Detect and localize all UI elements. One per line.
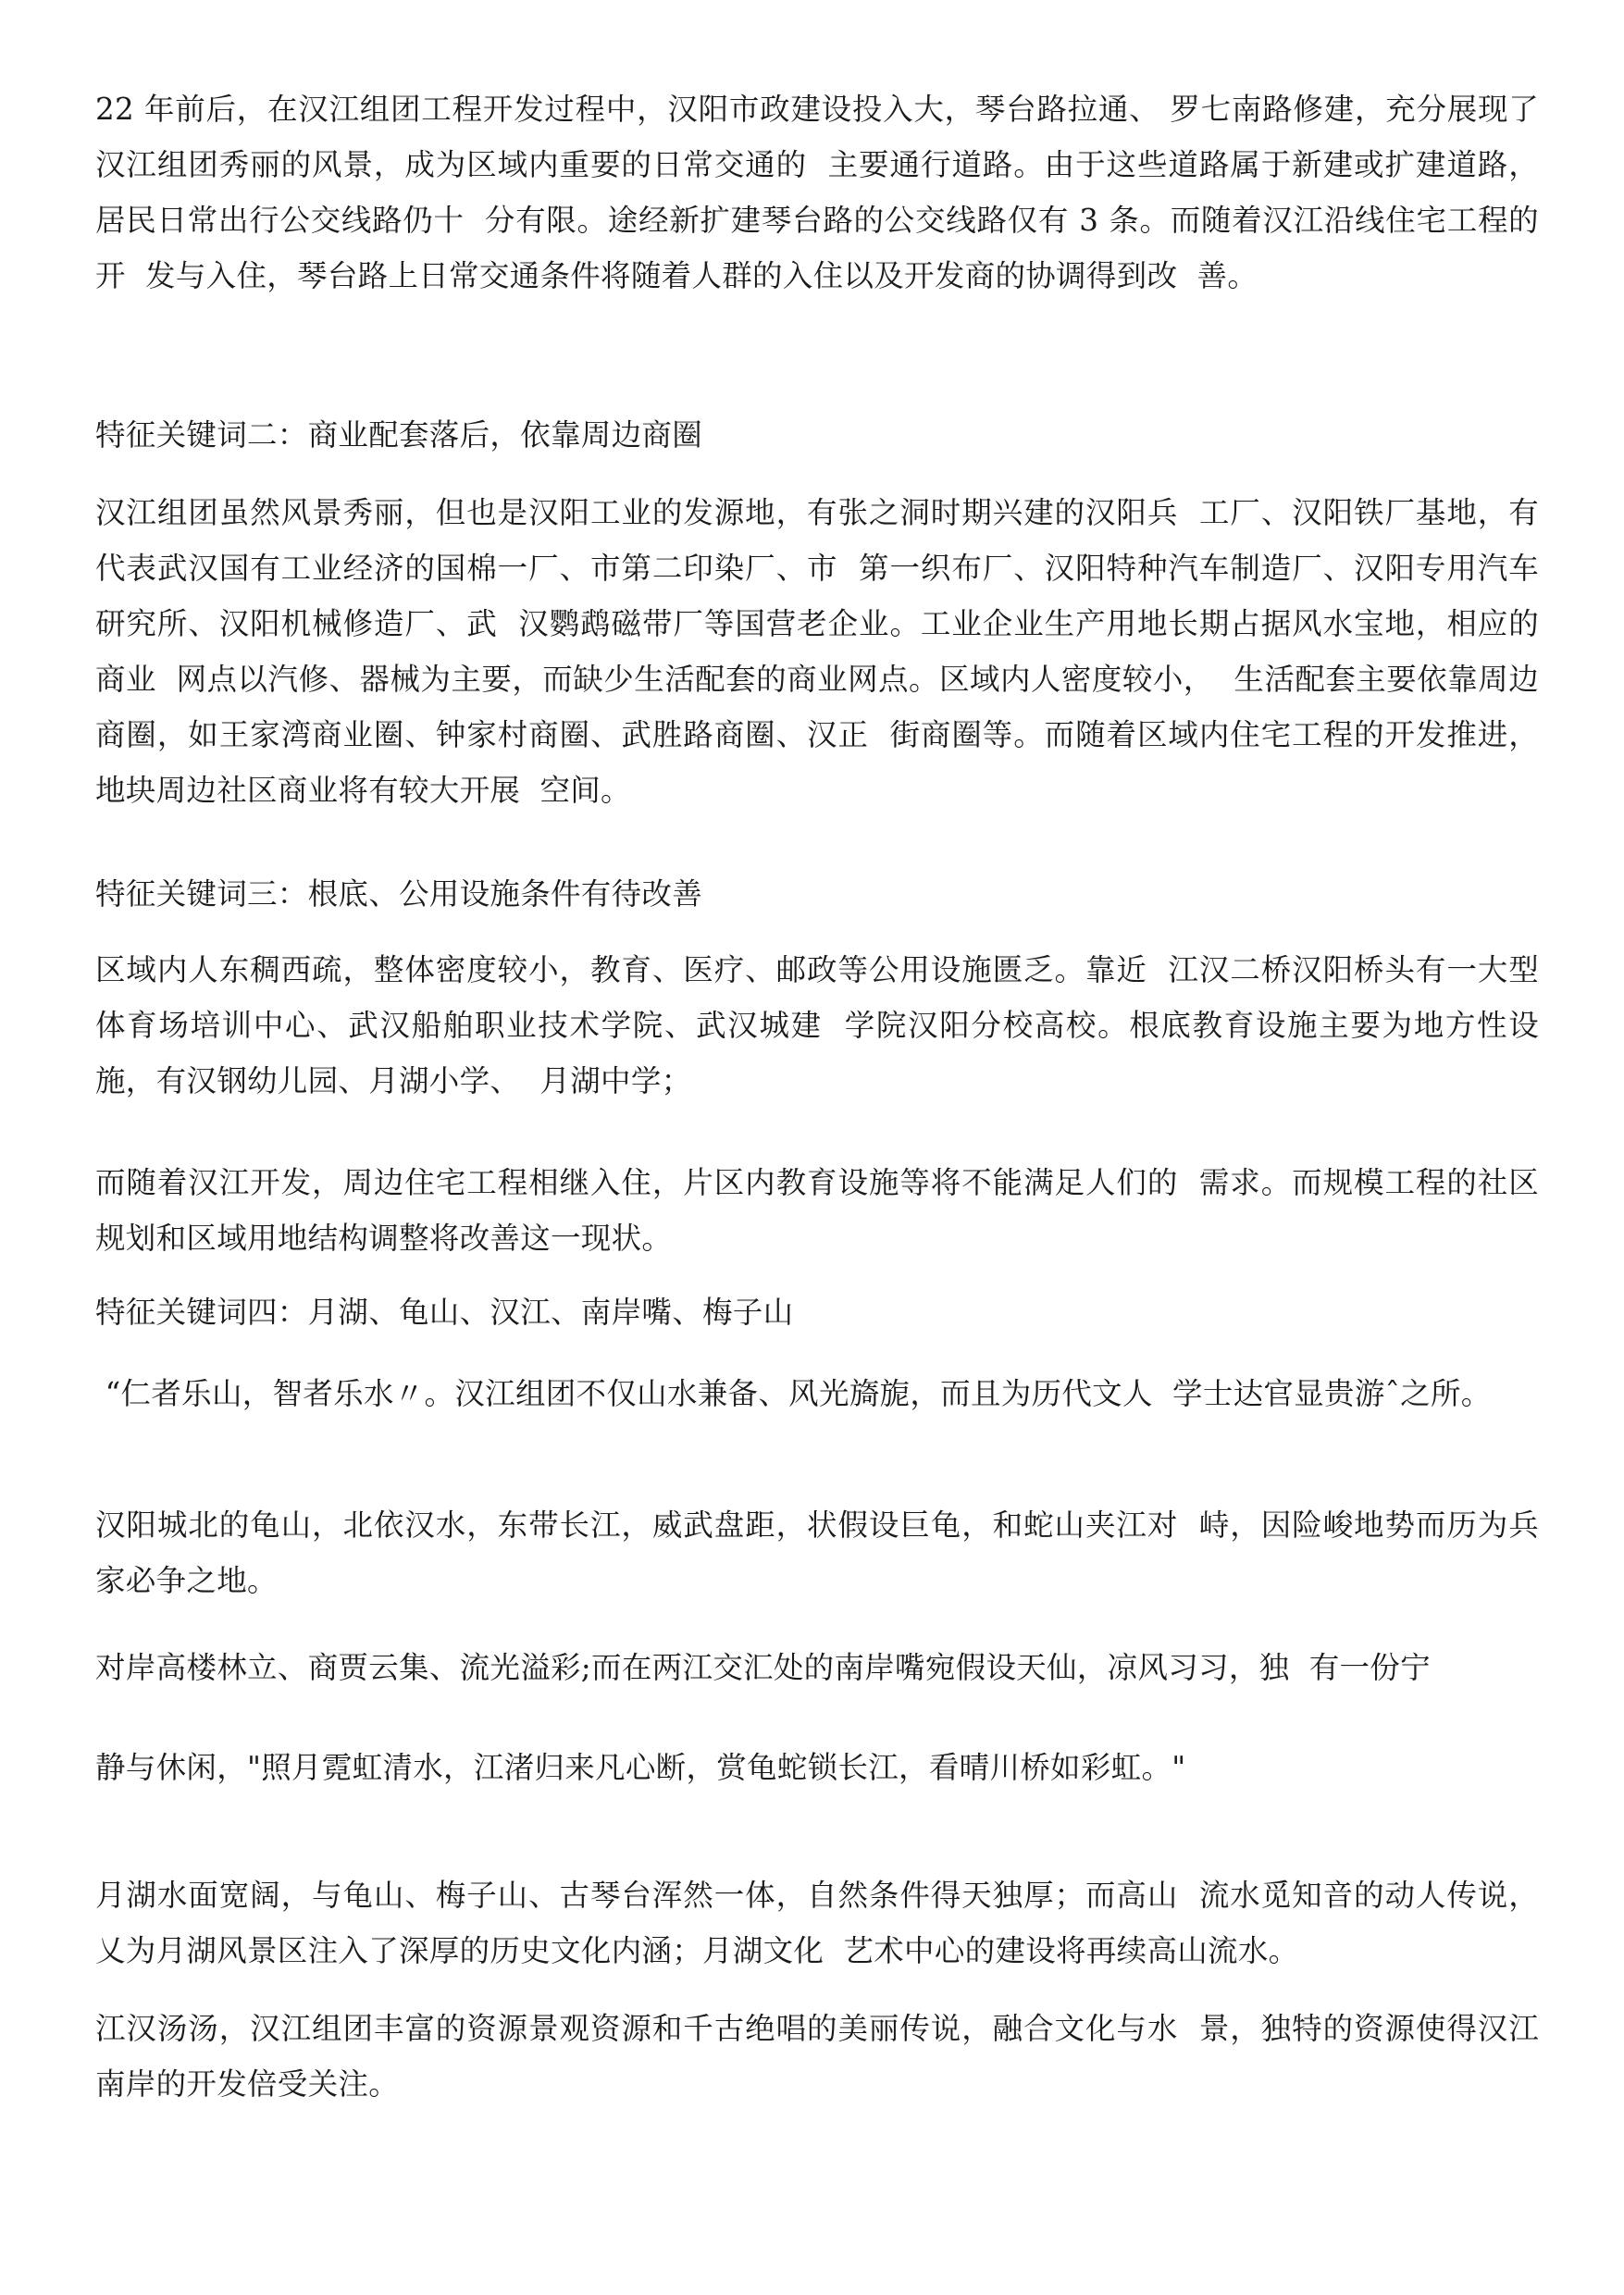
paragraph-quote: “仁者乐山，智者乐水〃。汉江组团不仅山水兼备、风光旖旎，而且为历代文人 学士达官显贵游ˆ之所。 <box>95 1376 1492 1411</box>
paragraph-facilities: 区域内人东稠西疏，整体密度较小，教育、医疗、邮政等公用设施匮乏。靠近 江汉二桥汉阳桥头有一大型体育场培训中心、武汉船舶职业技术学院、武汉城建 学院汉阳分校高校。根底教育设施主要为地方性设施，有汉钢幼儿园、月湖小学、 月湖中学； <box>95 952 1539 1098</box>
paragraph-poem: 静与休闲，"照月霓虹清水，江渚归来凡心断，赏龟蛇锁长江，看晴川桥如彩虹。" <box>95 1750 1186 1785</box>
paragraph-commerce: 汉江组团虽然风景秀丽，但也是汉阳工业的发源地，有张之洞时期兴建的汉阳兵 工厂、汉阳铁厂基地，有代表武汉国有工业经济的国棉一厂、市第二印染厂、市 第一织布厂、汉阳特种汽车制造厂、汉阳专用汽车研究所、汉阳机械修造厂、武 汉鹦鹉磁带厂等国营老企业。工业企业生产用地长期占据风水宝地，相应的商业 网点以汽修、器械为主要，而缺少生活配套的商业网点。区域内人密度较小， 生活配套主要依靠周边商圈，如王家湾商业圈、钟家村商圈、武胜路商圈、汉正 街商圈等。而随着区域内住宅工程的开发推进，地块周边社区商业将有较大开展 空间。 <box>95 495 1539 808</box>
paragraph-yuehu: 月湖水面宽阔，与龟山、梅子山、古琴台浑然一体，自然条件得天独厚；而高山 流水觅知音的动人传说，乂为月湖风景区注入了深厚的历史文化内涵；月湖文化 艺术中心的建设将再续高山流水。 <box>95 1878 1539 1968</box>
paragraph-guishan: 汉阳城北的龟山，北依汉水，东带长江，威武盘距，状假设巨龟，和蛇山夹江对 峙，因险峻地势而历为兵家必争之地。 <box>95 1507 1539 1598</box>
heading-keyword-four: 特征关键词四：月湖、龟山、汉江、南岸嘴、梅子山 <box>95 1295 794 1330</box>
heading-keyword-two: 特征关键词二：商业配套落后，依靠周边商圈 <box>95 417 703 453</box>
paragraph-conclusion: 江汉汤汤，汉江组团丰富的资源景观资源和千古绝唱的美丽传说，融合文化与水 景，独特的资源使得汉江南岸的开发倍受关注。 <box>95 2011 1539 2102</box>
paragraph-traffic: 22 年前后，在汉江组团工程开发过程中，汉阳市政建设投入大，琴台路拉通、 罗七南路修建，充分展现了汉江组团秀丽的风景，成为区域内重要的日常交通的 主要通行道路。由于这些道路属于新建或扩建道路，居民日常出行公交线路仍十 分有限。途经新扩建琴台路的公交线路仅有 3 条。而随着汉江沿线住宅工程的开 发与入住，琴台路上日常交通条件将随着人群的入住以及开发商的协调得到改 善。 <box>95 92 1539 293</box>
paragraph-education: 而随着汉江开发，周边住宅工程相继入住，片区内教育设施等将不能满足人们的 需求。而规模工程的社区规划和区域用地结构调整将改善这一现状。 <box>95 1165 1539 1256</box>
heading-keyword-three: 特征关键词三：根底、公用设施条件有待改善 <box>95 876 703 912</box>
paragraph-nananzui: 对岸高楼林立、商贾云集、流光溢彩;而在两江交汇处的南岸嘴宛假设天仙，凉风习习，独 有一份宁 <box>95 1650 1431 1685</box>
